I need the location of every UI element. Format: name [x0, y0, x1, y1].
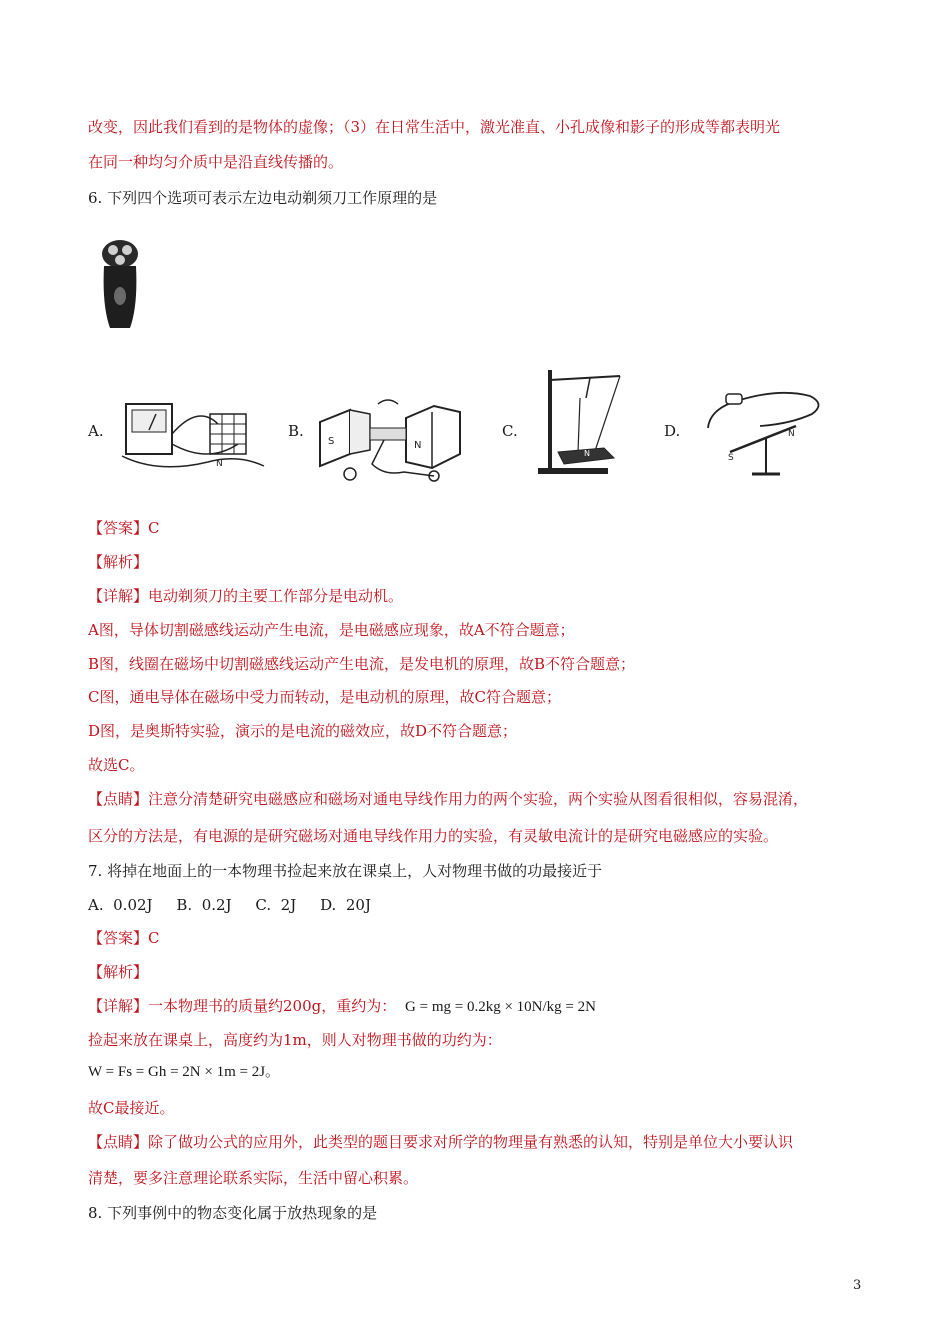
comment-6-line1	[88, 789, 808, 809]
comment-tag: 【点睛】	[88, 1133, 149, 1151]
svg-text:S: S	[328, 436, 335, 447]
answer-6: 【答案】C	[88, 519, 160, 537]
detail-tag: 【详解】	[88, 587, 149, 605]
comment-tag: 【点睛】	[88, 790, 149, 808]
option-c-label: C.	[502, 422, 518, 440]
explanation-a: A图，导体切割磁感线运动产生电流，是电磁感应现象，故A不符合题意；	[88, 621, 575, 639]
detail-6	[88, 586, 403, 606]
explanation-line: 改变，因此我们看到的是物体的虚像；（3）在日常生活中，激光准直、小孔成像和影子的形成等都表明光	[88, 118, 781, 136]
option-a-label: A.	[88, 422, 104, 440]
svg-text:N: N	[216, 459, 223, 469]
page-number: 3	[853, 1278, 862, 1293]
explanation-line: 在同一种均匀介质中是沿直线传播的。	[88, 153, 344, 171]
option-d-label: D.	[664, 422, 681, 440]
electric-shaver-icon	[96, 236, 144, 338]
svg-text:N: N	[584, 449, 590, 458]
answer-7: 【答案】C	[88, 929, 160, 947]
detail-text: 一本物理书的质量约200g，重约为：	[148, 997, 397, 1015]
detail-7	[88, 996, 596, 1017]
comment-text: 注意分清楚研究电磁感应和磁场对通电导线作用力的两个实验，两个实验从图看很相似，容易混淆，	[148, 790, 809, 808]
comment-6-line2: 区分的方法是，有电源的是研究磁场对通电导线作用力的实验，有灵敏电流计的是研究电磁感应的实验。	[88, 827, 779, 845]
explanation-b: B图，线圈在磁场中切割磁感线运动产生电流，是发电机的原理，故B不符合题意；	[88, 655, 636, 673]
choose-6: 故选C。	[88, 756, 145, 774]
option-b-label: B.	[288, 422, 304, 440]
analysis-7: 【解析】	[88, 963, 149, 981]
question-8-stem: 8. 下列事例中的物态变化属于放热现象的是	[88, 1204, 378, 1222]
formula-weight: G = mg = 0.2kg × 10N/kg = 2N	[405, 999, 596, 1015]
question-6-stem: 6. 下列四个选项可表示左边电动剃须刀工作原理的是	[88, 189, 438, 207]
comment-text: 除了做功公式的应用外，此类型的题目要求对所学的物理量有熟悉的认知，特别是单位大小要认识	[148, 1133, 794, 1151]
closest-7: 故C最接近。	[88, 1099, 175, 1117]
detail-text: 电动剃须刀的主要工作部分是电动机。	[148, 587, 404, 605]
motor-rail-stand-icon	[534, 368, 624, 482]
svg-text:N: N	[788, 429, 795, 439]
svg-text:N: N	[414, 440, 422, 451]
svg-text:S: S	[728, 453, 734, 463]
generator-coil-magnets-icon	[314, 392, 466, 490]
question-7-options: A. 0.02J B. 0.2J C. 2J D. 20J	[88, 896, 371, 914]
detail-7-line2: 捡起来放在课桌上，高度约为1m，则人对物理书做的功约为：	[88, 1031, 502, 1049]
formula-work: W = Fs = Gh = 2N × 1m = 2J。	[88, 1064, 281, 1080]
explanation-c: C图，通电导体在磁场中受力而转动，是电动机的原理，故C符合题意；	[88, 688, 561, 706]
comment-7-line2: 清楚，要多注意理论联系实际，生活中留心积累。	[88, 1169, 419, 1187]
analysis-6: 【解析】	[88, 553, 149, 571]
oersted-compass-icon	[700, 382, 830, 486]
detail-tag: 【详解】	[88, 997, 149, 1015]
ammeter-induction-apparatus-icon	[118, 394, 270, 482]
explanation-d: D图，是奥斯特实验，演示的是电流的磁效应，故D不符合题意；	[88, 722, 518, 740]
comment-7-line1	[88, 1132, 793, 1152]
question-7-stem: 7. 将掉在地面上的一本物理书捡起来放在课桌上，人对物理书做的功最接近于	[88, 862, 603, 880]
